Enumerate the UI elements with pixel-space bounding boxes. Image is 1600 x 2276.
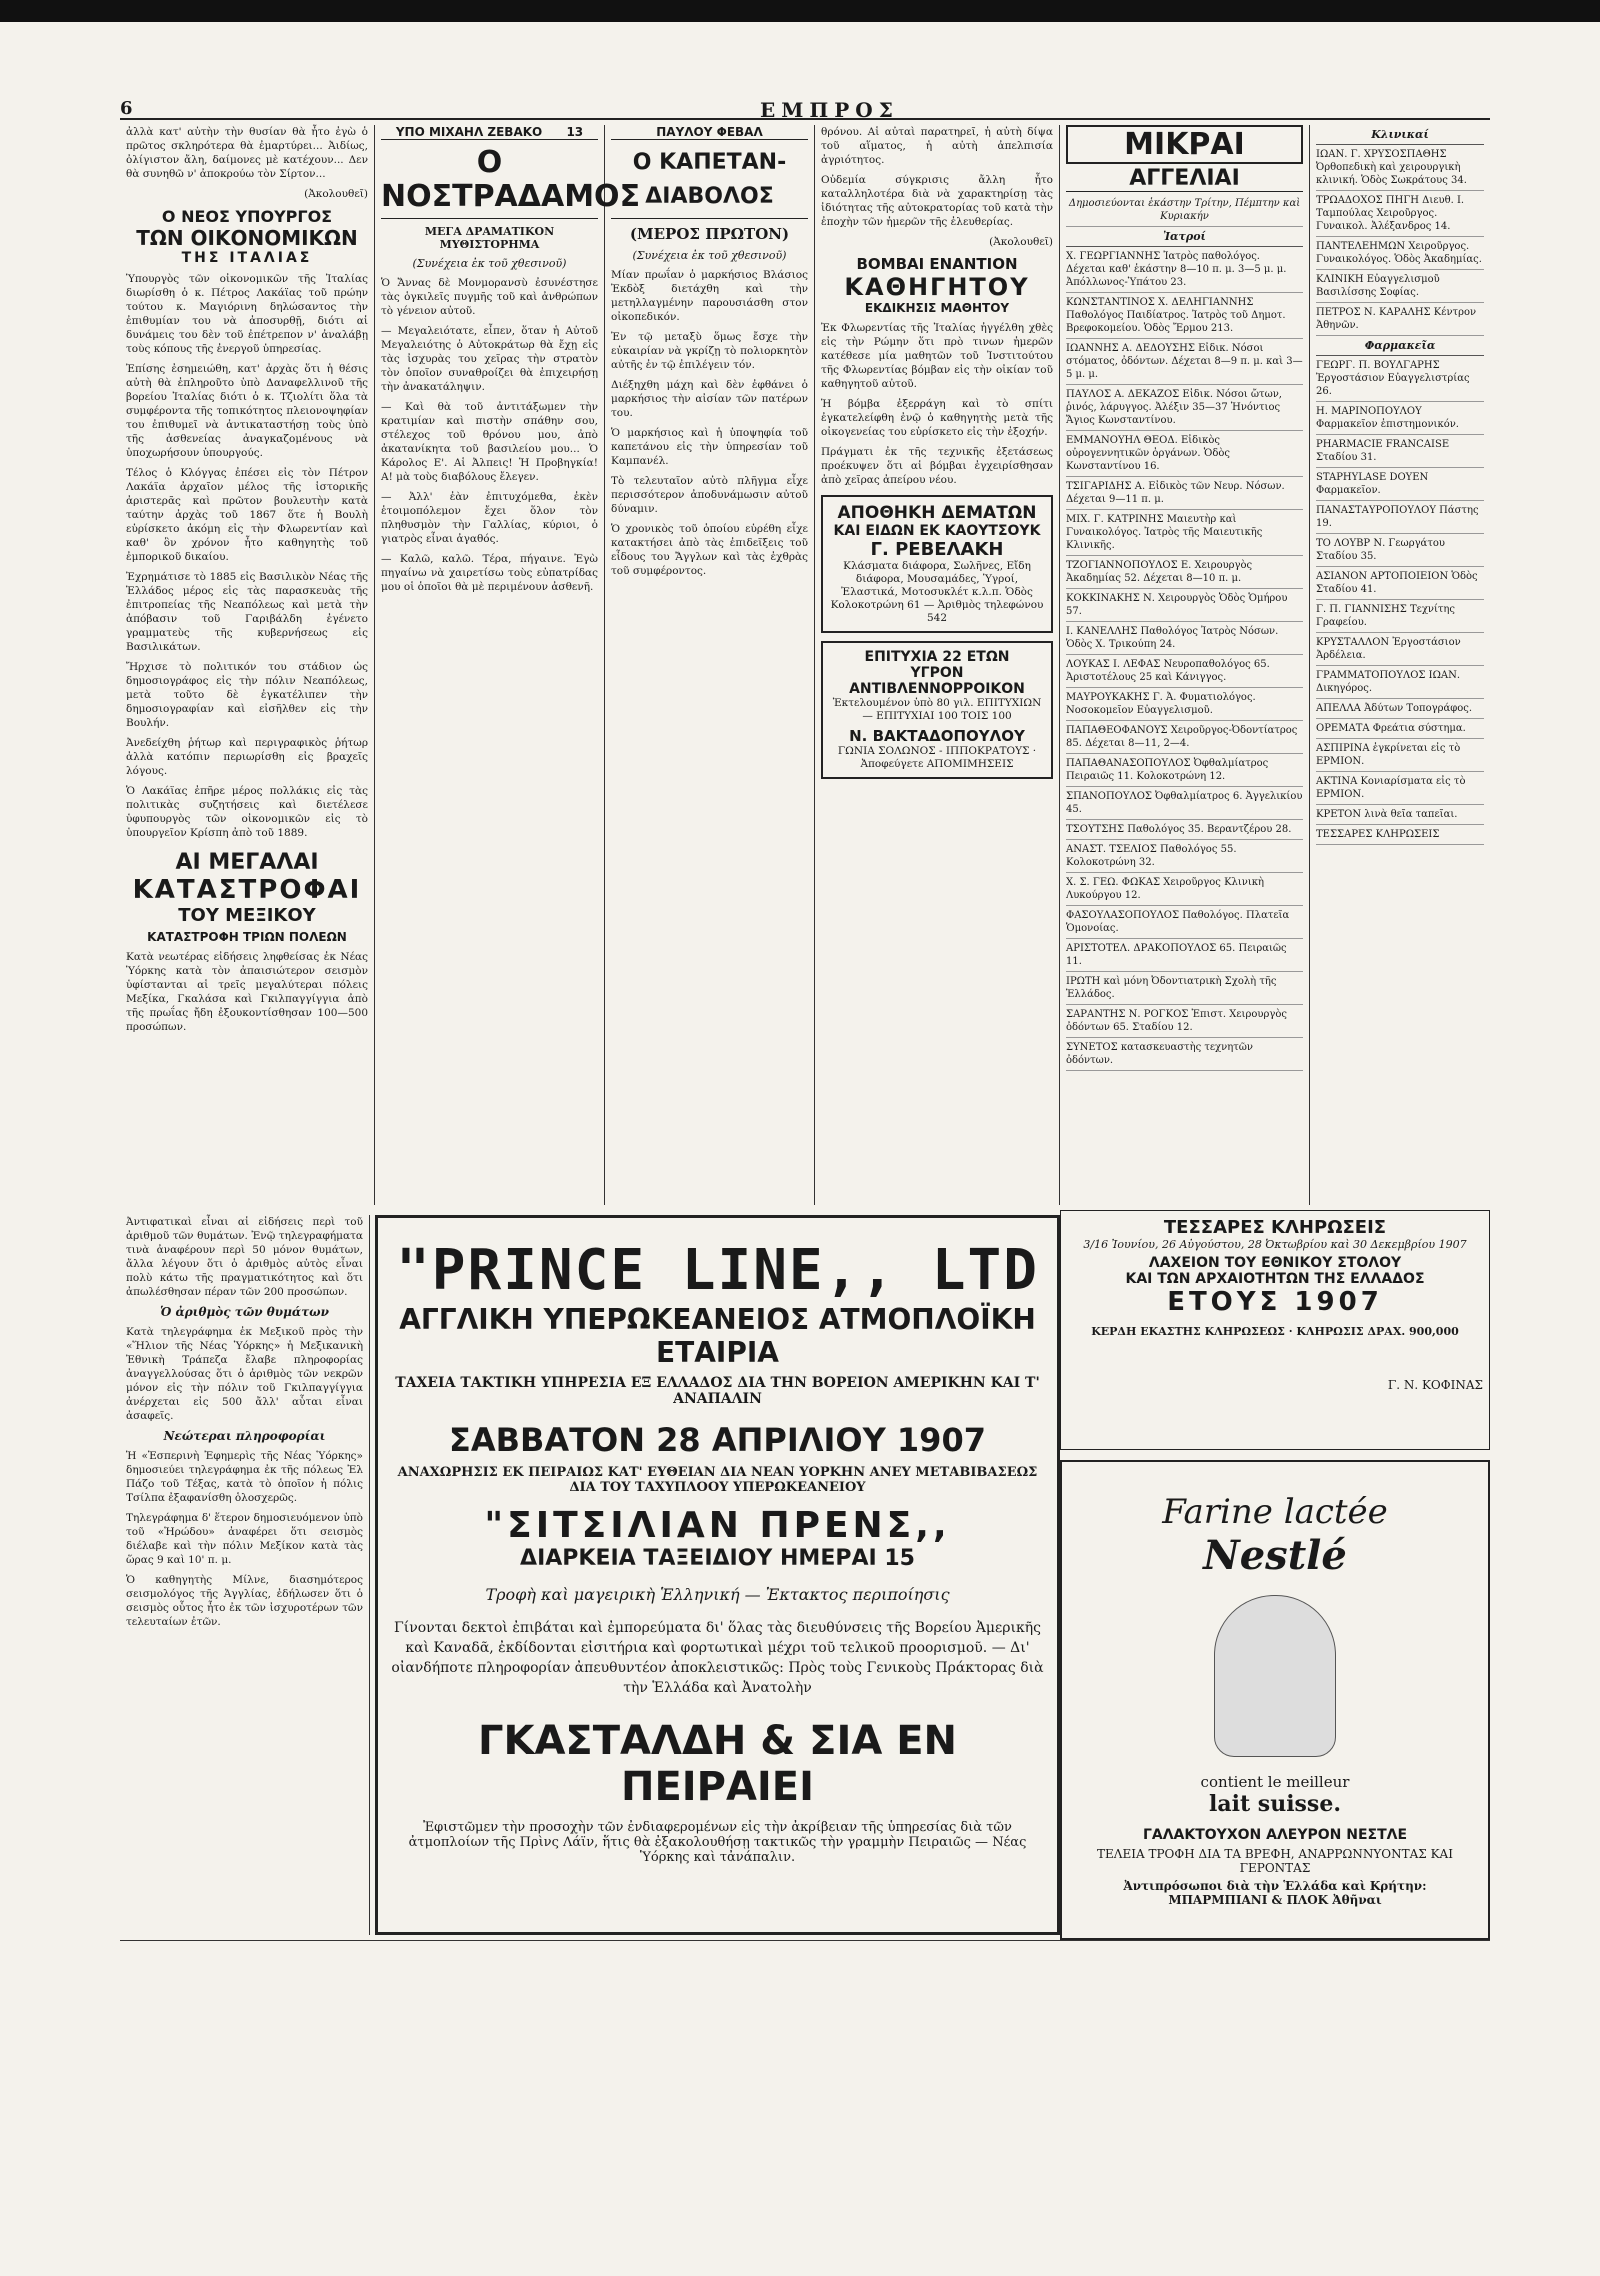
child-illustration-icon xyxy=(1214,1595,1336,1757)
category-doctors: Ἰατροί xyxy=(1066,227,1303,247)
article-paragraph: Ἐκ Φλωρεντίας τῆς Ἰταλίας ἠγγέλθη χθὲς εἰς τὴν Ρώμην ὅτι πρὸ τινων ἡμερῶν κατέθεσε μία μαθητῶν τοῦ Ἰνστιτούτου τῆς Φλωρεντίας βόμβαν εἰς τὴν οἰκίαν τοῦ καθηγητοῦ αὐτοῦ. xyxy=(821,322,1053,390)
classified-item: ΚΡΕΤΟΝ λινὰ θεῖα ταπεῖαι. xyxy=(1316,805,1484,825)
headline-great: ΑΙ ΜΕΓΑΛΑΙ xyxy=(175,850,319,875)
serial-part: (ΜΕΡΟΣ ΠΡΩΤΟΝ) xyxy=(629,225,790,243)
classified-item: ΚΡΥΣΤΑΛΛΟΝ Ἐργοστάσιον Ἀρδέλεια. xyxy=(1316,633,1484,666)
serial-paragraph: — Καὶ θὰ τοῦ ἀντιτάξωμεν τὴν κρατιμίαν καὶ πιστὴν σπάθην σου, στέλεχος τοῦ θρόνου μου, ἀπὸ ἀκατανίκητα τοῦ βασιλείου μου... Ὁ Κάρολος Ε'. Αἱ Ἀλπεις! Ἡ Προβηγκία! Α! μὰ τοὺς διαβόλους ἔλεγεν. xyxy=(381,401,598,483)
news-column-1-lower xyxy=(120,1215,370,1935)
classified-item: ΠΑΝΤΕΛΕΗΜΩΝ Χειροῦργος. Γυναικολόγος. Ὁδὸς Ἀκαδημίας. xyxy=(1316,237,1484,270)
ad-ship-name: "ΣΙΤΣΙΛΙΑΝ ΠΡΕΝΣ,, xyxy=(484,1505,951,1546)
classified-item: ΣΑΡΑΝΤΗΣ Ν. ΡΟΓΚΟΣ Ἐπιστ. Χειρουργὸς ὀδόντων 65. Σταδίου 12. xyxy=(1066,1005,1303,1038)
nestle-ad xyxy=(1060,1460,1490,1940)
article-paragraph: Κατὰ τηλεγράφημα ἐκ Μεξικοῦ πρὸς τὴν «Ἥλιον τῆς Νέας Ὑόρκης» ἡ Μεξικανικὴ Ἐθνικὴ Τράπεζα ἔλαβε πληροφορίας ἀναγγελλούσας ὅτι ὁ ἀριθμὸς τῶν νεκρῶν μόνον εἰς τὴν πόλιν τοῦ Γκιλπαγγίγγια ἀνέρχεται εἰς 500 ἄλλ' αὗται εἶναι ἀσαφεῖς. xyxy=(126,1326,363,1422)
serial-paragraph: Ἐν τῷ μεταξὺ ὅμως ἔσχε τὴν εὐκαιρίαν νὰ γκρίζῃ τὸ πολιορκητὸν αὐτῆς ἐν τῷ ἐπιλέγειν τόν. xyxy=(611,331,808,371)
lottery-title: ΚΑΙ ΤΩΝ ΑΡΧΑΙΟΤΗΤΩΝ ΤΗΣ ΕΛΛΑΔΟΣ xyxy=(1125,1271,1425,1287)
serial-paragraph: Μίαν πρωΐαν ὁ μαρκήσιος Βλάσιος Ἐκδὸξ διετάχθη καὶ τὴν μετηλλαγμένην παρουσιάσθη στον οἰκοπεδικόν. xyxy=(611,269,808,323)
serial-paragraph: — Καλῶ, καλῶ. Τέρα, πήγαινε. Ἐγὼ πηγαίνω νὰ χαιρετίσω τοὺς εὐπατρίδας μου οἱ ὁποῖοι θὰ μὲ περιμένουν ἀσθενῆ. xyxy=(381,553,598,593)
classified-item: PHARMACIE FRANCAISE Σταδίου 31. xyxy=(1316,435,1484,468)
ad-line: ΤΕΛΕΙΑ ΤΡΟΦΗ ΔΙΑ ΤΑ ΒΡΕΦΗ, ΑΝΑΡΡΩΝΝΥΟΝΤΑΣ ΚΑΙ ΓΕΡΟΝΤΑΣ xyxy=(1097,1847,1453,1875)
headline-mexico: ΤΟΥ ΜΕΞΙΚΟΥ xyxy=(178,905,316,926)
serial-title: Ο ΝΟΣΤΡΑΔΑΜΟΣ xyxy=(381,146,598,219)
serial-paragraph: Ὁ μαρκήσιος καὶ ἡ ὑποψηφία τοῦ καπετάνου εἰς τὴν ὑπηρεσίαν τοῦ Καμπανέλ. xyxy=(611,427,808,467)
continues-note: (Ἀκολουθεῖ) xyxy=(989,236,1053,248)
ad-line: Ἀντιπρόσωποι διὰ τὴν Ἑλλάδα καὶ Κρήτην: ΜΠΑΡΜΠΙΑΝΙ & ΠΛΟΚ Ἀθῆναι xyxy=(1123,1879,1427,1907)
ad-line: ΤΑΧΕΙΑ ΤΑΚΤΙΚΗ ΥΠΗΡΕΣΙΑ ΕΞ ΕΛΛΑΔΟΣ ΔΙΑ ΤΗΝ ΒΟΡΕΙΟΝ ΑΜΕΡΙΚΗΝ ΚΑΙ Τ' ΑΝΑΠΑΛΙΝ xyxy=(395,1375,1040,1407)
headline-finance: ΤΩΝ ΟΙΚΟΝΟΜΙΚΩΝ xyxy=(136,226,358,250)
classifieds-column xyxy=(1060,125,1310,1205)
classified-item: ΜΙΧ. Γ. ΚΑΤΡΙΝΗΣ Μαιευτὴρ καὶ Γυναικολόγος. Ἰατρὸς τῆς Μαιευτικῆς Κλινικῆς. xyxy=(1066,510,1303,556)
continued-note: (Συνέχεια ἐκ τοῦ χθεσινοῦ) xyxy=(632,249,787,262)
classified-item: ΛΟΥΚΑΣ Ι. ΛΕΦΑΣ Νευροπαθολόγος 65. Ἀριστοτέλους 25 καὶ Κάνιγγος. xyxy=(1066,655,1303,688)
headline-disasters: ΚΑΤΑΣΤΡΟΦΑΙ xyxy=(132,875,362,905)
ad-agent: ΓΚΑΣΤΑΛΔΗ & ΣΙΑ ΕΝ ΠΕΙΡΑΙΕΙ xyxy=(477,1718,958,1810)
ad-heading: ΕΠΙΤΥΧΙΑ 22 ΕΤΩΝ xyxy=(864,649,1010,665)
ad-line: lait suisse. xyxy=(1209,1791,1341,1817)
serial-paragraph: Διέξηχθη μάχη καὶ δὲν ἐφθάνει ὁ μαρκήσιος τὴν αἰσίαν τῶν πατέρων του. xyxy=(611,379,808,419)
article-paragraph: Ἡ βόμβα ἐξερράγη καὶ τὸ σπίτι ἐγκατελείφθη ἐνῷ ὁ καθηγητὴς μετὰ τῆς οἰκογενείας του εὑρίσκετο εἰς τὴν ἐξοχήν. xyxy=(821,398,1053,438)
ad-text: Ἐκτελουμένον ὑπὸ 80 γιλ. ΕΠΙΤΥΧΙΩΝ — ΕΠΙΤΥΧΙΑΙ 100 ΤΟΙΣ 100 xyxy=(832,697,1042,722)
author-name: ΥΠΟ ΜΙΧΑΗΛ ΖΕΒΑΚΟ xyxy=(395,125,543,139)
ad-company-name: "PRINCE LINE,, LTD xyxy=(396,1238,1039,1303)
classified-item: ΤΖΟΓΙΑΝΝΟΠΟΥΛΟΣ Ε. Χειρουργὸς Ἀκαδημίας 52. Δέχεται 8—10 π. μ. xyxy=(1066,556,1303,589)
classified-item: ΑΡΙΣΤΟΤΕΛ. ΔΡΑΚΟΠΟΥΛΟΣ 65. Πειραιῶς 11. xyxy=(1066,939,1303,972)
serial-title: Ο ΚΑΠΕΤΑΝ-ΔΙΑΒΟΛΟΣ xyxy=(611,146,808,219)
classified-item: ΜΑΥΡΟΥΚΑΚΗΣ Γ. Ἀ. Φυματιολόγος. Νοσοκομεῖον Εὐαγγελισμοῦ. xyxy=(1066,688,1303,721)
ad-text: Κλάσματα διάφορα, Σωλῆνες, Εἴδη διάφορα, Μουσαμάδες, Ὑγροί, Ἐλαστικά, Μοτοσυκλέτ κ.λ.π. Ὁδὸς Κολοκοτρώνη 61 — Ἀριθμὸς τηλεφώνου 542 xyxy=(830,560,1044,624)
classifieds-subtitle: ΑΓΓΕΛΙΑΙ xyxy=(1066,166,1303,192)
pharmacy-ad xyxy=(821,641,1053,779)
classified-item: ΚΛΙΝΙΚΗ Εὐαγγελισμοῦ Βασιλίσσης Σοφίας. xyxy=(1316,270,1484,303)
ad-line: Τροφὴ καὶ μαγειρικὴ Ἑλληνική — Ἐκτακτος περιποίησις xyxy=(485,1585,950,1604)
running-author xyxy=(381,125,598,140)
classified-list xyxy=(1316,145,1484,336)
article-paragraph: Ἐχρημάτισε τὸ 1885 εἰς Βασιλικὸν Νέας τῆς Ἑλλάδος μέρος εἰς τὰς παρασκευὰς τῆς ἐπιτροπείας τῆς Νεαπόλεως καὶ μετὰ τὴν ἀπόβασιν τοῦ Γαριβάλδη ἐγένετο γραμματεὺς τῆς κυβερνήσεως εἰς Βασιλικάτων. xyxy=(126,571,368,653)
article-paragraph: Ὑπουργὸς τῶν οἰκονομικῶν τῆς Ἰταλίας διωρίσθη ὁ κ. Πέτρος Λακάϊας τοῦ πρώην τούτου κ. Μαγιόρινη δηλώσαντος τὴν ἐπιθυμίαν του νὰ ἀποσυρθῇ, διότι αἱ δυνάμεις του δὲν τοῦ ἐπέτρεπον ν' ἀναλάβῃ τοὺς κόπους τῆς ἐνεργοῦ ὑπηρεσίας. xyxy=(126,273,368,355)
article-paragraph: Ὁ καθηγητὴς Μίλνε, διασημότερος σεισμολόγος τῆς Ἀγγλίας, ἐδήλωσεν ὅτι ὁ σεισμὸς οὗτος ἦτο ἐκ τῶν ἰσχυροτέρων τῶν τελευταίων ἐτῶν. xyxy=(126,1574,363,1628)
classified-item: ΠΑΥΛΟΣ Α. ΔΕΚΑΖΟΣ Εἰδικ. Νόσοι ὤτων, ῥινός, λάρυγγος. Ἀλέξιν 35—37 Ἡνόντιος Ἄγιος Κωνσταντίνου. xyxy=(1066,385,1303,431)
episode-number: 13 xyxy=(566,125,584,139)
classified-item: ΤΣΟΥΤΣΗΣ Παθολόγος 35. Βεραντζέρου 28. xyxy=(1066,820,1303,840)
classified-item: Γ. Π. ΓΙΑΝΝΙΣΗΣ Τεχνίτης Γραφείου. xyxy=(1316,600,1484,633)
top-border-bar xyxy=(0,0,1600,22)
classified-item: Χ. ΓΕΩΡΓΙΑΝΝΗΣ Ἰατρὸς παθολόγος. Δέχεται καθ' ἑκάστην 8—10 π. μ. 3—5 μ. μ. Ἀπόλλωνος-Ὑπάτου 23. xyxy=(1066,247,1303,293)
article-paragraph: Ὁ Λακάϊας ἐπῆρε μέρος πολλάκις εἰς τὰς πολιτικὰς συζητήσεις καὶ διετέλεσε ὑφυπουργὸς τῶν οἰκονομικῶν εἰς τὸ ὑπουργεῖον Κρίσπη ἀπὸ τοῦ 1889. xyxy=(126,785,368,839)
classified-item: ΙΩΑΝ. Γ. ΧΡΥΣΟΣΠΑΘΗΣ Ὀρθοπεδικὴ καὶ χειρουργικὴ κλινική. Ὁδὸς Σωκράτους 34. xyxy=(1316,145,1484,191)
ad-heading: ΚΑΙ ΕΙΔΩΝ ΕΚ ΚΑΟΥΤΣΟΥΚ xyxy=(833,523,1041,539)
continues-note: (Ἀκολουθεῖ) xyxy=(304,188,368,200)
article-paragraph: Ἤρχισε τὸ πολιτικόν του στάδιον ὡς δημοσιογράφος εἰς τὴν πόλιν Νεαπόλεως, μετὰ τοῦτο δὲ ἐγκατέλιπεν τὴν δημοσιογραφίαν καὶ εἰσῆλθεν εἰς τὴν Βουλήν. xyxy=(126,661,368,729)
classified-item: ΦΑΣΟΥΛΑΣΟΠΟΥΛΟΣ Παθολόγος. Πλατεῖα Ὁμονοίας. xyxy=(1066,906,1303,939)
classified-item: ΟΡΕΜΑΤΑ Φρεάτια σύστημα. xyxy=(1316,719,1484,739)
lottery-title: ΛΑΧΕΙΟΝ ΤΟΥ ΕΘΝΙΚΟΥ ΣΤΟΛΟΥ xyxy=(1148,1255,1402,1271)
classified-item: ΓΕΩΡΓ. Π. ΒΟΥΛΓΑΡΗΣ Ἐργοστάσιον Εὐαγγελιστρίας 26. xyxy=(1316,356,1484,402)
ad-merchant: Γ. ΡΕΒΕΛΑΚΗ xyxy=(870,539,1004,560)
ad-line: Ἐφιστῶμεν τὴν προσοχὴν τῶν ἐνδιαφερομένων εἰς τὴν ἀκρίβειαν τῆς ὑπηρεσίας διὰ τῶν ἀτμοπλοίων τῆς Πρὶνς Λάϊν, ἥτις θὰ ἐξακολουθήσῃ τακτικῶς τὴν γραμμὴν Πειραιῶς — Νέας Ὑόρκης καὶ τἀνάπαλιν. xyxy=(408,1820,1027,1865)
ad-line: ΔΙΑΡΚΕΙΑ ΤΑΞΕΙΔΙΟΥ ΗΜΕΡΑΙ 15 xyxy=(520,1546,915,1571)
continued-note: (Συνέχεια ἐκ τοῦ χθεσινοῦ) xyxy=(412,257,567,270)
serial-paragraph: Ὁ χρονικὸς τοῦ ὁποίου εὑρέθη εἶχε κατακτήσει ἀπὸ τὰς ἐπιδεῖξεις τοῦ εἶδους του Ἄγγλων καὶ τὰς ἐχθρὰς τοῦ συμφέροντος. xyxy=(611,523,808,577)
classified-item: ΠΕΤΡΟΣ Ν. ΚΑΡΑΛΗΣ Κέντρον Ἀθηνῶν. xyxy=(1316,303,1484,336)
classified-list xyxy=(1316,356,1484,845)
classified-item: ΠΑΠΑΘΑΝΑΣΟΠΟΥΛΟΣ Ὀφθαλμίατρος Πειραιῶς 11. Κολοκοτρώνη 12. xyxy=(1066,754,1303,787)
classified-item: ΓΡΑΜΜΑΤΟΠΟΥΛΟΣ ΙΩΑΝ. Δικηγόρος. xyxy=(1316,666,1484,699)
ad-heading: ΑΠΟΘΗΚΗ ΔΕΜΑΤΩΝ xyxy=(837,503,1037,523)
lottery-signature: Γ. Ν. ΚΟΦΙΝΑΣ xyxy=(1387,1378,1483,1392)
classified-item: ΤΡΩΑΔΟΧΟΣ ΠΗΓΗ Διευθ. Ι. Ταμπούλας Χειροῦργος. Γυναικολ. Ἀλέξανδρος 14. xyxy=(1316,191,1484,237)
serial-column-nostradamus xyxy=(375,125,641,1205)
ad-brand: Nestlé xyxy=(1203,1532,1347,1579)
category-clinics: Κλινικαί xyxy=(1316,125,1484,145)
classified-item: ΤΟ ΛΟΥΒΡ Ν. Γεωργάτου Σταδίου 35. xyxy=(1316,534,1484,567)
ad-product: Farine lactée xyxy=(1162,1492,1388,1532)
ad-departure-date: ΣΑΒΒΑΤΟΝ 28 ΑΠΡΙΛΙΟΥ 1907 xyxy=(449,1421,986,1459)
classified-item: ΤΕΣΣΑΡΕΣ ΚΛΗΡΩΣΕΙΣ xyxy=(1316,825,1484,845)
article-paragraph: Ἡ «Ἑσπερινὴ Ἐφημερὶς τῆς Νέας Ὑόρκης» δημοσιεύει τηλεγράφημα ἐκ τῆς πόλεως Ἐλ Πάζο τοῦ Τέξας, κατὰ τὸ ὁποῖον ἡ πόλις Τσίλπα ἐξαφανίσθη ὁλοσχερῶς. xyxy=(126,1450,363,1504)
classified-item: ΣΠΑΝΟΠΟΥΛΟΣ Ὀφθαλμίατρος 6. Ἀγγελικίου 45. xyxy=(1066,787,1303,820)
ad-merchant: Ν. ΒΑΚΤΑΔΟΠΟΥΛΟΥ xyxy=(849,727,1025,745)
classified-item: ΙΡΩΤΗ καὶ μόνη Ὀδοντιατρικὴ Σχολὴ τῆς Ἑλλάδος. xyxy=(1066,972,1303,1005)
lead-text: ἀλλὰ κατ' αὐτὴν τὴν θυσίαν θὰ ἦτο ἐγὼ ὁ πρῶτος σκληρότερα θὰ ἐμαρτύρει... Ἀιδίως, ὀλίγιστον ἄλη, δαίμονες μὲ κατέχουν... Δεν θὰ συνηθῶ ν' ἀποκρούω τὸν Σίρτον... xyxy=(126,126,368,180)
classified-item: Ι. ΚΑΝΕΛΛΗΣ Παθολόγος Ἰατρὸς Νόσων. Ὁδὸς Χ. Τρικούπη 24. xyxy=(1066,622,1303,655)
classified-item: ΠΑΝΑΣΤΑΥΡΟΠΟΥΛΟΥ Πάστης 19. xyxy=(1316,501,1484,534)
serial-subtitle: ΜΕΓΑ ΔΡΑΜΑΤΙΚΟΝ ΜΥΘΙΣΤΟΡΗΜΑ xyxy=(424,225,555,251)
classified-item: Χ. Σ. ΓΕΩ. ΦΩΚΑΣ Χειροῦργος Κλινικὴ Λυκούργου 12. xyxy=(1066,873,1303,906)
classified-item: ΚΟΚΚΙΝΑΚΗΣ Ν. Χειρουργὸς Ὁδὸς Ὁμήρου 57. xyxy=(1066,589,1303,622)
classified-item: ΕΜΜΑΝΟΥΗΛ ΘΕΟΔ. Εἰδικὸς οὐρογεννητικῶν ὀργάνων. Ὁδὸς Κωνσταντίνου 16. xyxy=(1066,431,1303,477)
classified-item: ΙΩΑΝΝΗΣ Α. ΔΕΔΟΥΣΗΣ Εἰδικ. Νόσοι στόματος, ὀδόντων. Δέχεται 8—9 π. μ. καὶ 3—5 μ. μ. xyxy=(1066,339,1303,385)
classified-item: ΑΝΑΣΤ. ΤΣΕΛΙΟΣ Παθολόγος 55. Κολοκοτρώνη 32. xyxy=(1066,840,1303,873)
classified-item: ΠΑΠΑΘΕΟΦΑΝΟΥΣ Χειροῦργος-Ὀδοντίατρος 85. Δέχεται 8—11, 2—4. xyxy=(1066,721,1303,754)
ad-line: Γίνονται δεκτοὶ ἐπιβάται καὶ ἐμπορεύματα δι' ὅλας τὰς διευθύνσεις τῆς Βορείου Ἀμερικῆς καὶ Καναδᾶ, ἐκδίδονται εἰσιτήρια καὶ φορτωτικαὶ μέχρι τοῦ τελικοῦ προορισμοῦ. — Δι' οἰανδήποτε πληροφορίαν ἀπευθυντέον ἀποκλειστικῶς: Πρὸς τοὺς Γενικοὺς Πράκτορας διὰ τὴν Ἑλλάδα καὶ Ἀνατολὴν xyxy=(391,1620,1044,1696)
article-paragraph: Κατὰ νεωτέρας εἰδήσεις ληφθείσας ἐκ Νέας Ὑόρκης κατὰ τὸν ἀπαισιώτερον σεισμὸν ὑφίστανται αἱ τρεῖς μεγαλύτεραι πόλεις Μεξίκα, Γκαλάσα καὶ Γκιλπαγγίγγια ἀπὸ τῆς πρωΐας ἤδη ἐξουκοντίσθησαν 100—500 προσώπων. xyxy=(126,951,368,1033)
lottery-ad xyxy=(1060,1210,1490,1450)
lottery-year: ΕΤΟΥΣ 1907 xyxy=(1167,1287,1383,1317)
ad-heading: ΥΓΡΟΝ ΑΝΤΙΒΛΕΝΝΟΡΡΟΙΚΟΝ xyxy=(849,665,1025,697)
serial-paragraph: Τὸ τελευταῖον αὐτὸ πλῆγμα εἶχε περισσότερον ἀποδυνάμωσιν αὐτοῦ δύναμιν. xyxy=(611,475,808,515)
article-paragraph: Τέλος ὁ Κλόγγας ἐπέσει εἰς τὸν Πέτρον Λακάϊα ἀρχαῖον μέλος τῆς ἱστορικῆς ἀριστερᾶς καὶ πρῶτον βουλευτὴν κατὰ ταύτην ἀρχὰς τοῦ 1867 ὅτε ἡ Βουλὴ εὑρίσκετο ἀκόμη εἰς τὴν Φλωρεντίαν καὶ καθ' ὃν χρόνον ἦτο καθηγητὴς τοῦ ἐμπορικοῦ δικαίου. xyxy=(126,467,368,563)
ad-line: ΓΑΛΑΚΤΟΥΧΟΝ ΑΛΕΥΡΟΝ ΝΕΣΤΛΕ xyxy=(1142,1827,1408,1843)
lottery-headline: ΤΕΣΣΑΡΕΣ ΚΛΗΡΩΣΕΙΣ xyxy=(1163,1217,1387,1238)
article-paragraph: Τηλεγράφημα δ' ἕτερον δημοσιευόμενον ὑπὸ τοῦ «Ἡρώδου» ἀναφέρει ὅτι σεισμὸς διέλαβε καὶ τὴν πόλιν Μεξίκον κατὰ τὰς ὥρας 9 καὶ 10' π. μ. xyxy=(126,1512,363,1566)
running-author: ΠΑΥΛΟΥ ΦΕΒΑΛ xyxy=(611,125,808,140)
ad-line: ΑΝΑΧΩΡΗΣΙΣ ΕΚ ΠΕΙΡΑΙΩΣ ΚΑΤ' ΕΥΘΕΙΑΝ ΔΙΑ ΝΕΑΝ ΥΟΡΚΗΝ ΑΝΕΥ ΜΕΤΑΒΙΒΑΣΕΩΣ ΔΙΑ ΤΟΥ ΤΑΧΥΠΛΟΟΥ ΥΠΕΡΩΚΕΑΝΕΙΟΥ xyxy=(397,1465,1038,1495)
rubber-goods-ad xyxy=(821,495,1053,633)
subheading-victims: Ὁ ἀριθμὸς τῶν θυμάτων xyxy=(160,1305,329,1319)
headline-revenge: ΕΚΔΙΚΗΣΙΣ ΜΑΘΗΤΟΥ xyxy=(864,301,1010,315)
category-pharmacies: Φαρμακεῖα xyxy=(1316,336,1484,356)
lottery-dates: 3/16 Ἰουνίου, 26 Αὐγούστου, 28 Ὀκτωβρίου καὶ 30 Δεκεμβρίου 1907 xyxy=(1083,1238,1467,1251)
news-column-4 xyxy=(815,125,1060,1205)
classified-item: ΑΣΠΙΡΙΝΑ ἐγκρίνεται εἰς τὸ ΕΡΜΙΟΝ. xyxy=(1316,739,1484,772)
headline-three-cities: ΚΑΤΑΣΤΡΟΦΗ ΤΡΙΩΝ ΠΟΛΕΩΝ xyxy=(147,930,347,944)
lead-text: Οὐδεμία σύγκρισις ἄλλη ἦτο καταλληλοτέρα διὰ νὰ χαρακτηρίσῃ τὰς ἰδιότητας τῆς αὐτοκρατορίας τοῦ κατὰ τὴν ἐποχὴν τῶν ἡμερῶν τῆς ἐλευθερίας. xyxy=(821,174,1053,228)
serial-paragraph: — Ἀλλ' ἐὰν ἐπιτυχόμεθα, ἐκὲν ἑτοιμοπόλεμον ἔχει ὅλον τὸν πληθυσμὸν τὴν Γαλλίας, κύριοι, ὁ γιατρὸς εἶναι ἀγαθός. xyxy=(381,491,598,545)
article-paragraph: Ἀνεδείχθη ῥήτωρ καὶ περιγραφικὸς ῥήτωρ ἀλλὰ κατόπιν περιωρίσθη εἰς βραχεῖς λόγους. xyxy=(126,737,368,777)
article-paragraph: Πράγματι ἐκ τῆς τεχνικῆς ἐξετάσεως προέκυψεν ὅτι αἱ βόμβαι ἐγχειρίσθησαν ἀπὸ χεῖρας ἀπείρου νέου. xyxy=(821,446,1053,486)
lottery-prize: ΚΕΡΔΗ ΕΚΑΣΤΗΣ ΚΛΗΡΩΣΕΩΣ · ΚΛΗΡΩΣΙΣ ΔΡΑΧ. 900,000 xyxy=(1091,1325,1459,1338)
masthead: ΕΜΠΡΟΣ xyxy=(760,98,899,122)
ad-text: ΓΩΝΙΑ ΣΟΛΩΝΟΣ - ΙΠΠΟΚΡΑΤΟΥΣ · Ἀποφεύγετε ΑΠΟΜΙΜΗΣΕΙΣ xyxy=(837,745,1037,770)
classified-list xyxy=(1066,247,1303,1071)
classified-item: ΣΥΝΕΤΟΣ κατασκευαστὴς τεχνητῶν ὀδόντων. xyxy=(1066,1038,1303,1071)
classified-item: Η. ΜΑΡΙΝΟΠΟΥΛΟΥ Φαρμακεῖον ἐπιστημονικόν. xyxy=(1316,402,1484,435)
classified-item: ΑΣΙΑΝΟΝ ΑΡΤΟΠΟΙΕΙΟΝ Ὁδὸς Σταδίου 41. xyxy=(1316,567,1484,600)
classified-item: ΚΩΝΣΤΑΝΤΙΝΟΣ Χ. ΔΕΛΗΓΙΑΝΝΗΣ Παθολόγος Παιδίατρος. Ἰατρὸς τοῦ Δημοτ. Βρεφοκομείου. Ὁδὸς Ἔρμου 213. xyxy=(1066,293,1303,339)
article-paragraph: Ἐπίσης ἐσημειώθη, κατ' ἀρχὰς ὅτι ἡ θέσις αὐτὴ θὰ ἐπληροῦτο ὑπὸ Δαναφελλινοῦ τῆς βορείου Ἰταλίας διότι ὁ κ. Τζιολίτι ὅλα τὰ συμφέροντα τῆς τοπικότητος πλειονοψηφίαν του ἐπιθυμεῖ νὰ ἀντικαταστήσῃ τοὺς ὑπὸ τῆς ἀσθενείας ἀναγκαζομένους νὰ ὑποχωρήσουν ὑπουργούς. xyxy=(126,363,368,459)
article-paragraph: Ἀντιφατικαὶ εἶναι αἱ εἰδήσεις περὶ τοῦ ἀριθμοῦ τῶν θυμάτων. Ἐνῷ τηλεγραφήματα τινὰ ἀναφέρουν περὶ 50 μόνον θυμάτων, ἄλλα λέγουν ὅτι ὁ ἀριθμὸς αὐτὸς εἶναι πολὺ κάτω τῆς πραγματικότητος καὶ ὅτι ἀπωλέσθησαν πέραν τῶν 200 προσώπων. xyxy=(126,1216,363,1298)
news-column-1 xyxy=(120,125,375,1205)
classified-item: ΤΣΙΓΑΡΙΔΗΣ Α. Εἰδικὸς τῶν Νευρ. Νόσων. Δέχεται 9—11 π. μ. xyxy=(1066,477,1303,510)
serial-column-kapetan xyxy=(605,125,815,1205)
headline-bombs: ΒΟΜΒΑΙ ΕΝΑΝΤΙΟΝ xyxy=(856,255,1018,273)
headline-professor: ΚΑΘΗΓΗΤΟΥ xyxy=(844,273,1030,301)
ad-line: ΑΓΓΛΙΚΗ ΥΠΕΡΩΚΕΑΝΕΙΟΣ ΑΤΜΟΠΛΟΪΚΗ ΕΤΑΙΡΙΑ xyxy=(399,1303,1036,1369)
classified-item: STAPHYLASE DOYEN Φαρμακεῖον. xyxy=(1316,468,1484,501)
prince-line-ad xyxy=(375,1215,1060,1935)
classifieds-title: ΜΙΚΡΑΙ xyxy=(1066,125,1303,164)
lead-text: θρόνου. Αἱ αὐταὶ παρατηρεῖ, ἡ αὐτὴ δίψα τοῦ αἵματος, ἡ αὐτὴ ἀπελπισία ἀγριότητος. xyxy=(821,126,1053,166)
classified-item: ΑΠΕΛΛΑ Ἀδύτων Τοπογράφος. xyxy=(1316,699,1484,719)
serial-paragraph: — Μεγαλειότατε, εἶπεν, ὅταν ἡ Αὐτοῦ Μεγαλειότης ὁ Αὐτοκράτωρ θὰ ἔχῃ εἰς τὰς ἰσχυρὰς του χεῖρας τὴν στρατὸν τὸν ὁποῖον συναθροίζει θὰ ἐπιχειρήσῃ τὴν ἀνακατάληψιν. xyxy=(381,325,598,393)
headline-new-minister: Ο ΝΕΟΣ ΥΠΟΥΡΓΟΣ xyxy=(161,207,333,226)
classified-item: ΑΚΤΙΝΑ Κονιαρίσματα εἰς τὸ ΕΡΜΙΟΝ. xyxy=(1316,772,1484,805)
subheading-latest: Νεώτεραι πληροφορίαι xyxy=(163,1429,326,1443)
classifieds-schedule: Δημοσιεύονται ἑκάστην Τρίτην, Πέμπτην καὶ Κυριακήν xyxy=(1066,194,1303,227)
serial-paragraph: Ὁ Ἄννας δὲ Μονμορανσὺ ἐσυνέστησε τὰς ὁγκιλεῖς πυγμῆς τοῦ καὶ ἀνθρώπων τὸ γένειον αὐτοῦ. xyxy=(381,277,598,317)
page-number: 6 xyxy=(120,98,133,119)
classifieds-column-2 xyxy=(1310,125,1490,1205)
headline-italy: ΤΗΣ ΙΤΑΛΙΑΣ xyxy=(181,250,313,266)
page-header xyxy=(120,98,1490,120)
ad-line: contient le meilleur xyxy=(1200,1773,1350,1791)
bottom-rule xyxy=(120,1940,1490,1941)
